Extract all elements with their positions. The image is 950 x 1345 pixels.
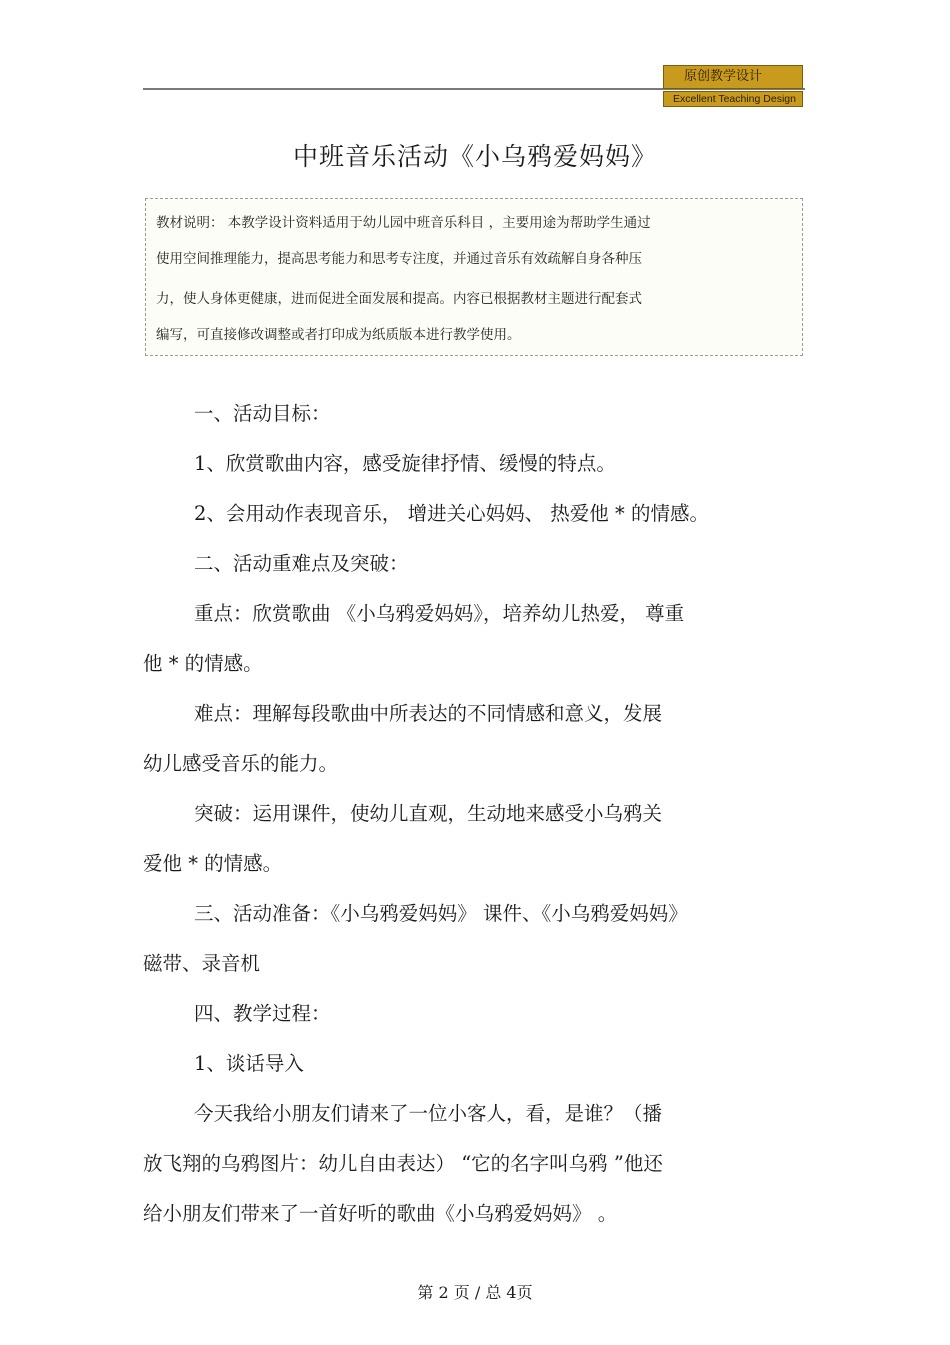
paragraph: 1、欣赏歌曲内容，感受旋律抒情、缓慢的特点。 [194,452,616,475]
section-heading-preparation: 三、活动准备：《小乌鸦爱妈妈》 课件、《小乌鸦爱妈妈》 [194,902,688,925]
section-heading-goals: 一、活动目标： [194,402,331,425]
note-line: 编写，可直接修改调整或者打印成为纸质版本进行教学使用。 [156,327,521,343]
paragraph: 爱他 * 的情感。 [143,852,283,875]
design-badge [663,65,803,107]
note-line: 力，使人身体更健康，进而促进全面发展和提高。内容已根据教材主题进行配套式 [156,291,642,307]
badge-label-en: Excellent Teaching Design [663,91,803,107]
paragraph: 今天我给小朋友们请来了一位小客人，看，是谁？（播 [194,1102,663,1125]
paragraph: 幼儿感受音乐的能力。 [143,752,339,775]
paragraph: 磁带、录音机 [143,952,261,975]
section-heading-process: 四、教学过程： [194,1002,331,1025]
note-line: 教材说明： 本教学设计资料适用于幼儿园中班音乐科目 ，主要用途为帮助学生通过 [156,215,651,231]
paragraph: 他 * 的情感。 [143,652,263,675]
paragraph: 突破：运用课件，使幼儿直观，生动地来感受小乌鸦关 [194,802,663,825]
note-line: 使用空间推理能力，提高思考能力和思考专注度，并通过音乐有效疏解自身各种压 [156,251,642,267]
badge-label-cn: 原创教学设计 [663,65,803,89]
paragraph: 1、谈话导入 [194,1052,304,1075]
material-note-box [145,198,803,356]
paragraph: 重点：欣赏歌曲 《小乌鸦爱妈妈》，培养幼儿热爱， 尊重 [194,602,685,625]
page-title: 中班音乐活动《小乌鸦爱妈妈》 [292,142,657,171]
paragraph: 难点：理解每段歌曲中所表达的不同情感和意义，发展 [194,702,663,725]
section-heading-key-points: 二、活动重难点及突破： [194,552,409,575]
paragraph: 2、会用动作表现音乐， 增进关心妈妈、 热爱他 * 的情感。 [194,502,709,525]
paragraph: 给小朋友们带来了一首好听的歌曲《小乌鸦爱妈妈》 。 [143,1202,618,1225]
page-number: 第 2 页 / 总 4页 [417,1283,533,1302]
paragraph: 放飞翔的乌鸦图片：幼儿自由表达） “它的名字叫乌鸦 ”他还 [143,1152,663,1175]
